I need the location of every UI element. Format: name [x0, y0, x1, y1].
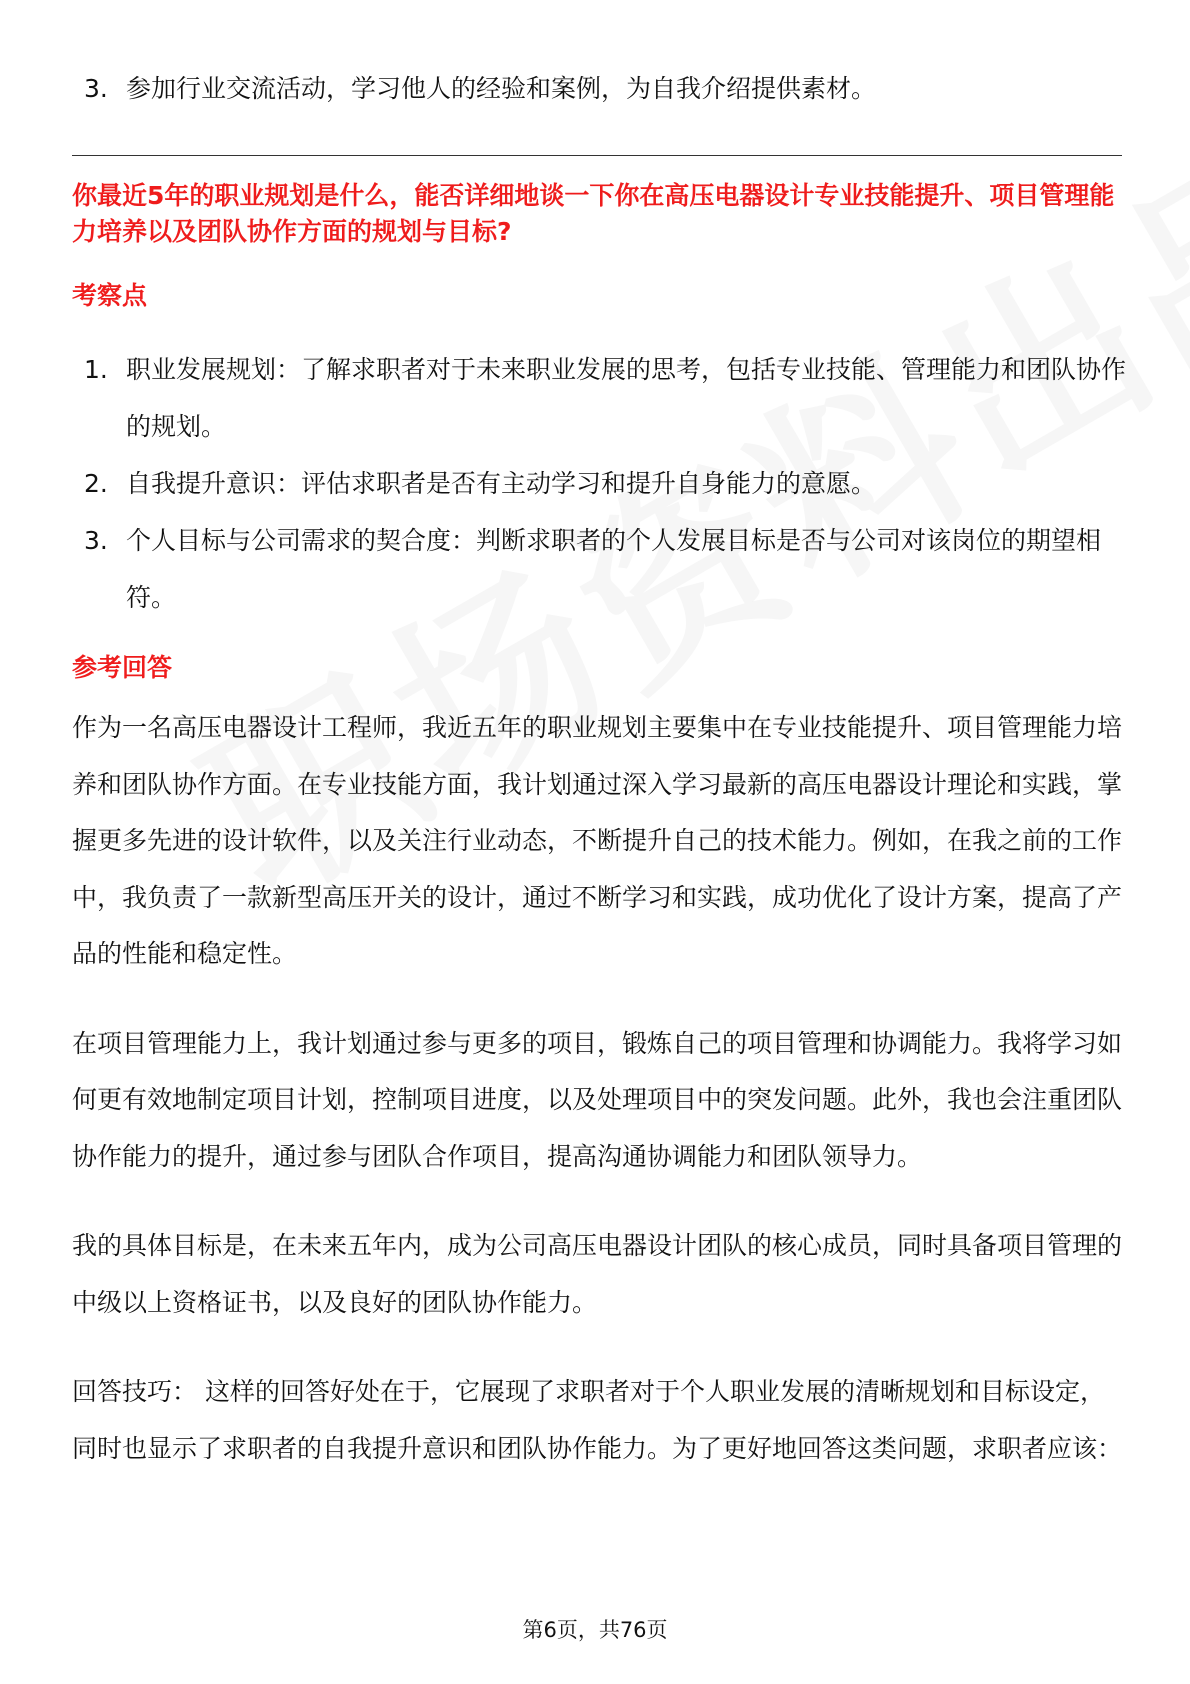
- list-item: [72, 512, 1126, 626]
- list-item: [72, 60, 1126, 117]
- list-item-text: 自我提升意识：评估求职者是否有主动学习和提升自身能力的意愿。: [126, 469, 877, 498]
- section-divider: [72, 155, 1122, 156]
- list-item-number: 2.: [84, 469, 108, 498]
- answer-paragraph: 在项目管理能力上，我计划通过参与更多的项目，锻炼自己的项目管理和协调能力。我将学习如何更有效地制定项目计划，控制项目进度，以及处理项目中的突发问题。此外，我也会注重团队协作能力的提升，通过参与团队合作项目，提高沟通协调能力和团队领导力。: [72, 1028, 1123, 1171]
- section-label-answer: 参考回答: [72, 653, 173, 682]
- list-item-number: 3.: [84, 526, 108, 555]
- tips-paragraph: 回答技巧： 这样的回答好处在于，它展现了求职者对于个人职业发展的清晰规划和目标设定，同时也显示了求职者的自我提升意识和团队协作能力。为了更好地回答这类问题，求职者应该：: [72, 1377, 1123, 1463]
- question-heading: 你最近5年的职业规划是什么，能否详细地谈一下你在高压电器设计专业技能提升、项目管理能力培养以及团队协作方面的规划与目标?: [72, 181, 1115, 246]
- list-item: [72, 341, 1126, 455]
- answer-paragraph: 我的具体目标是，在未来五年内，成为公司高压电器设计团队的核心成员，同时具备项目管理的中级以上资格证书，以及良好的团队协作能力。: [72, 1231, 1123, 1317]
- list-item-number: 1.: [84, 355, 108, 384]
- page-footer: 第6页，共76页: [522, 1618, 668, 1642]
- list-item-number: 3.: [84, 74, 108, 103]
- list-item-text: 参加行业交流活动，学习他人的经验和案例，为自我介绍提供素材。: [126, 74, 877, 103]
- list-item-text: 个人目标与公司需求的契合度：判断求职者的个人发展目标是否与公司对该岗位的期望相符。: [126, 526, 1102, 612]
- page-content: [72, 60, 1127, 1510]
- answer-paragraph: 作为一名高压电器设计工程师，我近五年的职业规划主要集中在专业技能提升、项目管理能力培养和团队协作方面。在专业技能方面，我计划通过深入学习最新的高压电器设计理论和实践，掌握更多先进的设计软件，以及关注行业动态，不断提升自己的技术能力。例如，在我之前的工作中，我负责了一款新型高压开关的设计，通过不断学习和实践，成功优化了设计方案，提高了产品的性能和稳定性。: [72, 713, 1123, 968]
- section-label-points: 考察点: [72, 281, 148, 310]
- list-item: [72, 455, 1126, 512]
- list-item-text: 职业发展规划：了解求职者对于未来职业发展的思考，包括专业技能、管理能力和团队协作的规划。: [126, 355, 1127, 441]
- points-list: [72, 341, 1127, 626]
